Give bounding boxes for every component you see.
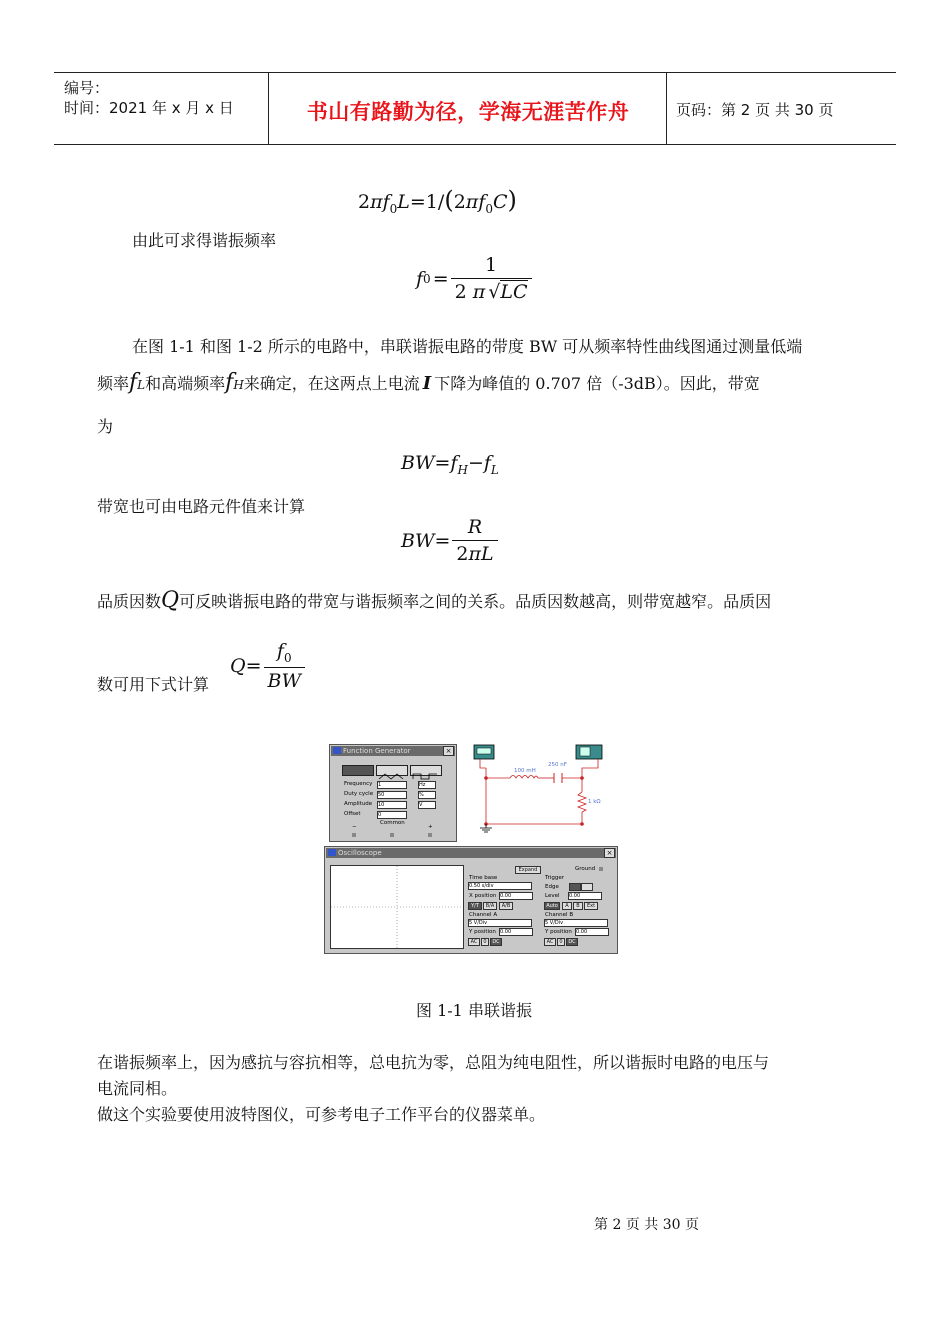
channel-a-dc-button[interactable]: DC (490, 938, 502, 946)
close-icon[interactable]: × (443, 746, 454, 756)
capacitor-label: 250 nF (548, 762, 567, 768)
app-icon (328, 849, 336, 856)
para1-line1: 在图 1-1 和图 1-2 所示的电路中，串联谐振电路的带度 BW 可从频率特性曲线图通过测量低端 (132, 337, 803, 356)
header-page-label: 页码：第 2 页 共 30 页 (676, 101, 834, 119)
app-icon (333, 747, 341, 754)
fg-row-value-field[interactable]: 1 (377, 781, 407, 789)
fg-row-label: Amplitude (344, 801, 373, 807)
q-line1: 品质因数 Q 可反映谐振电路的带宽与谐振频率之间的关系。品质因数越高，则带宽越窄。品质因 (97, 588, 772, 613)
fg-row-unit-select[interactable]: V (418, 801, 436, 809)
header-meta (64, 78, 234, 118)
function-generator-window[interactable] (329, 744, 457, 842)
equation-q: Q = $\frac{f_0}{BW}$ (230, 640, 305, 692)
fg-row-value-field[interactable]: 10 (377, 801, 407, 809)
fg-row-label: Frequency (344, 781, 373, 787)
channel-a-ac-button[interactable]: AC (468, 938, 480, 946)
plus-label: + (428, 824, 433, 830)
fg-row-unit-select[interactable]: Hz (418, 781, 436, 789)
channel-b-ac-button[interactable]: AC (544, 938, 556, 946)
equation-bandwidth: $BW=f_H-f_L$ (401, 452, 499, 477)
oscilloscope-title: Oscilloscope (326, 848, 616, 858)
channel-b-y-position-label: Y position (545, 929, 572, 935)
wave-sine-button[interactable] (342, 765, 374, 776)
terminal-minus[interactable] (352, 833, 356, 837)
header-top-rule (54, 72, 896, 73)
channel-b-label: Channel B (545, 912, 574, 918)
channel-a-y-position-field[interactable]: 0.00 (499, 928, 533, 936)
equation-bandwidth-rl: BW = $\frac{R}{2\pi L}$ (401, 516, 498, 565)
mode-ab-button[interactable]: A/B (499, 902, 513, 910)
channel-b-y-position-field[interactable]: 0.00 (575, 928, 609, 936)
fg-row-label: Offset (344, 811, 361, 817)
equation-resonance: $2\pi f_0L=1/(2\pi f_0C)$ (358, 186, 517, 216)
para1-text-c: 来确定，在这两点上电流 (243, 374, 420, 393)
channel-b-zero-button[interactable]: 0 (557, 938, 565, 946)
terminal-common[interactable] (390, 833, 394, 837)
edge-rise-button[interactable] (569, 883, 581, 891)
fg-row-unit-select[interactable]: % (418, 791, 436, 799)
closing-line1: 在谐振频率上，因为感抗与容抗相等，总电抗为零，总阻为纯电阻性，所以谐振时电路的电压与 (97, 1053, 770, 1072)
level-label: Level (545, 893, 560, 899)
closing-line2: 电流同相。 (97, 1079, 178, 1098)
oscilloscope-window[interactable] (324, 846, 618, 954)
fg-row-value-field[interactable]: 50 (377, 791, 407, 799)
header-motto: 书山有路勤为径，学海无涯苦作舟 (306, 100, 630, 124)
closing-line3: 做这个实验要使用波特图仪，可参考电子工作平台的仪器菜单。 (97, 1105, 546, 1124)
time-base-label: Time base (469, 875, 498, 881)
header-divider-right (666, 72, 667, 144)
header-bottom-rule (54, 144, 896, 145)
edge-label: Edge (545, 884, 559, 890)
channel-a-zero-button[interactable]: 0 (481, 938, 489, 946)
x-position-field[interactable]: 0.00 (499, 892, 533, 900)
level-field[interactable]: 0.00 (568, 892, 602, 900)
circuit-schematic (472, 744, 616, 836)
para1-line3: 为 (97, 417, 114, 436)
edge-fall-button[interactable] (581, 883, 593, 891)
para1-text-d: 下降为峰值的 0.707 倍（-3dB）。因此，带宽 (434, 374, 760, 393)
x-position-label: X position (469, 893, 497, 899)
mode-ba-button[interactable]: B/A (483, 902, 497, 910)
trigger-ext-button[interactable]: Ext (584, 902, 598, 910)
ground-terminal[interactable] (599, 867, 603, 871)
function-generator-title: Function Generator (331, 746, 455, 756)
common-label: Common (380, 820, 405, 826)
header-number: 编号： (64, 79, 110, 97)
q-text-a: 品质因数 (97, 592, 162, 611)
circuit-svg (472, 744, 616, 836)
wave-square-button[interactable] (410, 765, 442, 776)
channel-b-dc-button[interactable]: DC (566, 938, 578, 946)
fg-row-value-field[interactable]: 0 (377, 811, 407, 819)
q-text-c: 数可用下式计算 (97, 675, 210, 694)
footer-page-number: 第 2 页 共 30 页 (594, 1217, 699, 1233)
channel-a-y-position-label: Y position (469, 929, 496, 935)
scope-screen (330, 865, 464, 949)
trigger-label: Trigger (545, 875, 564, 881)
q-text-b: 可反映谐振电路的带宽与谐振频率之间的关系。品质因数越高，则带宽越窄。品质因 (179, 592, 772, 611)
equation-f0: f 0 = $\frac{1}{2 \pi √LC}$ (416, 254, 532, 303)
trigger-auto-button[interactable]: Auto (544, 902, 560, 910)
close-icon[interactable]: × (604, 848, 615, 858)
trigger-a-button[interactable]: A (562, 902, 572, 910)
minus-label: − (352, 824, 357, 830)
bw-intro-text: 带宽也可由电路元件值来计算 (97, 497, 306, 516)
resistor-label: 1 kΩ (588, 799, 601, 805)
trigger-b-button[interactable]: B (573, 902, 583, 910)
para1-text-b: 和高端频率 (145, 374, 226, 393)
intro-text: 由此可求得谐振频率 (132, 231, 277, 250)
expand-button[interactable]: Expand (515, 866, 541, 874)
header-divider-left (268, 72, 269, 144)
para1-line2: 频率 f L 和高端频率 f H 来确定，在这两点上电流 I 下降为峰值的 0.707 倍（-3dB）。因此，带宽 (97, 370, 760, 395)
mode-yt-button[interactable]: Y/T (468, 902, 482, 910)
terminal-plus[interactable] (428, 833, 432, 837)
figure-caption: 图 1-1 串联谐振 (416, 1001, 532, 1020)
header-time: 时间：2021 年 x 月 x 日 (64, 99, 234, 117)
wave-triangle-button[interactable] (376, 765, 408, 776)
inductor-label: 100 mH (514, 768, 536, 774)
channel-a-label: Channel A (469, 912, 498, 918)
fg-row-label: Duty cycle (344, 791, 374, 797)
channel-a-scale-field[interactable]: 5 V/Div (468, 919, 532, 927)
para1-text-a: 频率 (97, 374, 130, 393)
channel-b-scale-field[interactable]: 5 V/Div (544, 919, 608, 927)
ground-label: Ground (575, 866, 596, 872)
time-base-field[interactable]: 0.50 s/div (468, 882, 532, 890)
